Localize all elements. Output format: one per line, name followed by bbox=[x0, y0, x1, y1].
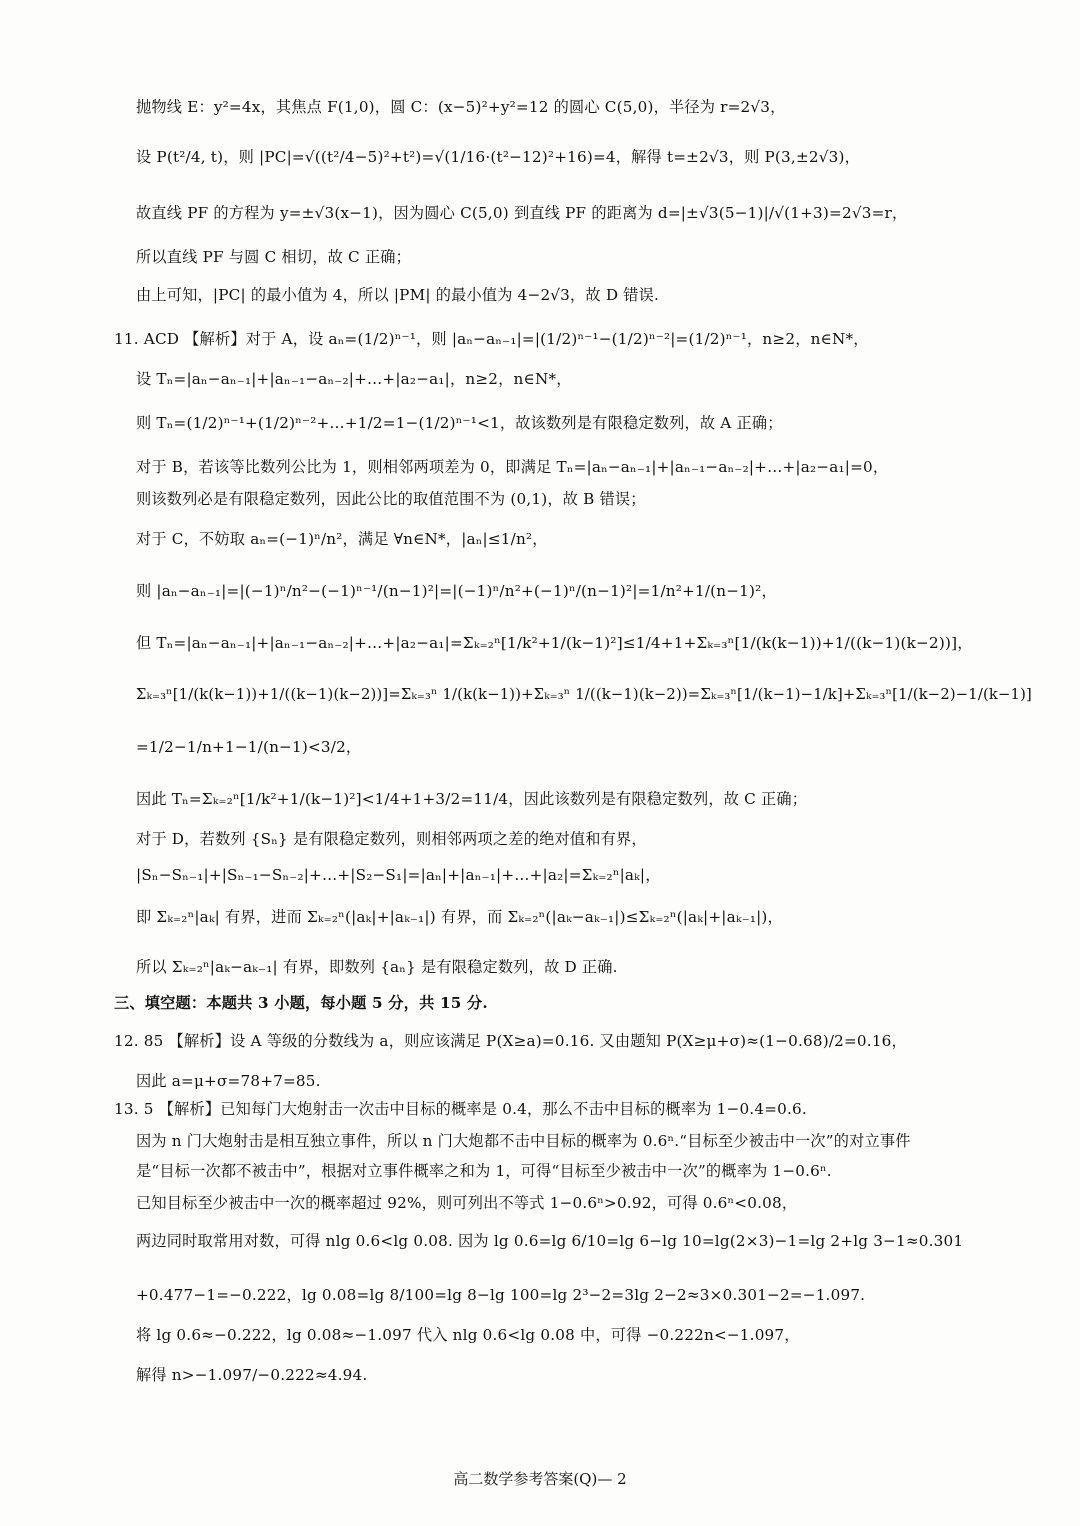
page-footer: 高二数学参考答案(Q)— 2 bbox=[453, 1470, 627, 1488]
text-line: 由上可知，|PC| 的最小值为 4，所以 |PM| 的最小值为 4−2√3，故 D 错误. bbox=[136, 286, 660, 304]
text-line: 已知目标至少被击中一次的概率超过 92%，则可列出不等式 1−0.6ⁿ>0.92，可得 0.6ⁿ<0.08， bbox=[136, 1194, 798, 1212]
section-heading: 三、填空题：本题共 3 小题，每小题 5 分，共 15 分. bbox=[114, 994, 488, 1012]
text-line: 所以直线 PF 与圆 C 相切，故 C 正确； bbox=[136, 248, 412, 266]
text-line: 将 lg 0.6≈−0.222，lg 0.08≈−1.097 代入 nlg 0.6<lg 0.08 中，可得 −0.222n<−1.097， bbox=[136, 1326, 800, 1344]
text-line: 则该数列必是有限稳定数列，因此公比的取值范围不为 (0,1)，故 B 错误； bbox=[136, 490, 646, 508]
text-line: 设 Tₙ=|aₙ−aₙ₋₁|+|aₙ₋₁−aₙ₋₂|+…+|a₂−a₁|，n≥2，n∈N*， bbox=[136, 370, 572, 388]
text-line: |Sₙ−Sₙ₋₁|+|Sₙ₋₁−Sₙ₋₂|+…+|S₂−S₁|=|aₙ|+|aₙ₋₁|+…+|a₂|=Σₖ₌₂ⁿ|aₖ|， bbox=[136, 866, 661, 884]
text-line: Σₖ₌₃ⁿ[1/(k(k−1))+1/((k−1)(k−2))]=Σₖ₌₃ⁿ 1/(k(k−1))+Σₖ₌₃ⁿ 1/((k−1)(k−2))=Σₖ₌₃ⁿ[1/(k−1)−1/k]+Σₖ₌₃ⁿ[1/(k−2)−1/(k−1)] bbox=[136, 686, 1032, 703]
text-line: +0.477−1=−0.222，lg 0.08=lg 8/100=lg 8−lg 100=lg 2³−2=3lg 2−2≈3×0.301−2=−1.097. bbox=[136, 1286, 866, 1304]
text-line: 对于 D，若数列 {Sₙ} 是有限稳定数列，则相邻两项之差的绝对值和有界， bbox=[136, 830, 647, 848]
text-line: 两边同时取常用对数，可得 nlg 0.6<lg 0.08. 因为 lg 0.6=lg 6/10=lg 6−lg 10=lg(2×3)−1=lg 2+lg 3−1≈0.301 bbox=[136, 1232, 964, 1250]
item-11-line: 11. ACD 【解析】对于 A，设 aₙ=(1/2)ⁿ⁻¹，则 |aₙ−aₙ₋₁|=|(1/2)ⁿ⁻¹−(1/2)ⁿ⁻²|=(1/2)ⁿ⁻¹，n≥2，n∈N*， bbox=[114, 330, 869, 348]
text-line: 则 Tₙ=(1/2)ⁿ⁻¹+(1/2)ⁿ⁻²+…+1/2=1−(1/2)ⁿ⁻¹<1，故该数列是有限稳定数列，故 A 正确； bbox=[136, 414, 783, 432]
text-line: 解得 n>−1.097/−0.222≈4.94. bbox=[136, 1366, 368, 1384]
item-13-line: 13. 5 【解析】已知每门大炮射击一次击中目标的概率是 0.4，那么不击中目标的概率为 1−0.4=0.6. bbox=[114, 1100, 807, 1118]
text-line: =1/2−1/n+1−1/(n−1)<3/2， bbox=[136, 738, 362, 756]
text-line: 因此 Tₙ=Σₖ₌₂ⁿ[1/k²+1/(k−1)²]<1/4+1+3/2=11/4，因此该数列是有限稳定数列，故 C 正确； bbox=[136, 790, 808, 808]
text-line: 即 Σₖ₌₂ⁿ|aₖ| 有界，进而 Σₖ₌₂ⁿ(|aₖ|+|aₖ₋₁|) 有界，而 Σₖ₌₂ⁿ(|aₖ−aₖ₋₁|)≤Σₖ₌₂ⁿ(|aₖ|+|aₖ₋₁|)， bbox=[136, 908, 783, 926]
text-line: 对于 B，若该等比数列公比为 1，则相邻两项差为 0，即满足 Tₙ=|aₙ−aₙ₋₁|+|aₙ₋₁−aₙ₋₂|+…+|a₂−a₁|=0， bbox=[136, 458, 889, 476]
text-line: 对于 C，不妨取 aₙ=(−1)ⁿ/n²，满足 ∀n∈N*，|aₙ|≤1/n²， bbox=[136, 530, 548, 548]
text-line: 则 |aₙ−aₙ₋₁|=|(−1)ⁿ/n²−(−1)ⁿ⁻¹/(n−1)²|=|(−1)ⁿ/n²+(−1)ⁿ/(n−1)²|=1/n²+1/(n−1)²， bbox=[136, 582, 777, 600]
text-line: 抛物线 E：y²=4x，其焦点 F(1,0)，圆 C：(x−5)²+y²=12 的圆心 C(5,0)，半径为 r=2√3， bbox=[136, 98, 786, 116]
text-line: 故直线 PF 的方程为 y=±√3(x−1)，因为圆心 C(5,0) 到直线 PF 的距离为 d=|±√3(5−1)|/√(1+3)=2√3=r， bbox=[136, 204, 908, 222]
text-line: 但 Tₙ=|aₙ−aₙ₋₁|+|aₙ₋₁−aₙ₋₂|+…+|a₂−a₁|=Σₖ₌₂ⁿ[1/k²+1/(k−1)²]≤1/4+1+Σₖ₌₃ⁿ[1/(k(k−1))+1/((k−1)(k−2))]， bbox=[136, 634, 973, 652]
text-line: 因此 a=μ+σ=78+7=85. bbox=[136, 1072, 321, 1090]
text-line: 设 P(t²/4, t)，则 |PC|=√((t²/4−5)²+t²)=√(1/16·(t²−12)²+16)=4，解得 t=±2√3，则 P(3,±2√3)， bbox=[136, 148, 860, 166]
item-12-line: 12. 85 【解析】设 A 等级的分数线为 a，则应该满足 P(X≥a)=0.16. 又由题知 P(X≥μ+σ)≈(1−0.68)/2=0.16， bbox=[114, 1032, 907, 1050]
text-line: 所以 Σₖ₌₂ⁿ|aₖ−aₖ₋₁| 有界，即数列 {aₙ} 是有限稳定数列，故 D 正确. bbox=[136, 958, 618, 976]
text-line: 因为 n 门大炮射击是相互独立事件，所以 n 门大炮都不击中目标的概率为 0.6ⁿ.“目标至少被击中一次”的对立事件 bbox=[136, 1132, 911, 1150]
text-line: 是“目标一次都不被击中”，根据对立事件概率之和为 1，可得“目标至少被击中一次”的概率为 1−0.6ⁿ. bbox=[136, 1162, 832, 1180]
